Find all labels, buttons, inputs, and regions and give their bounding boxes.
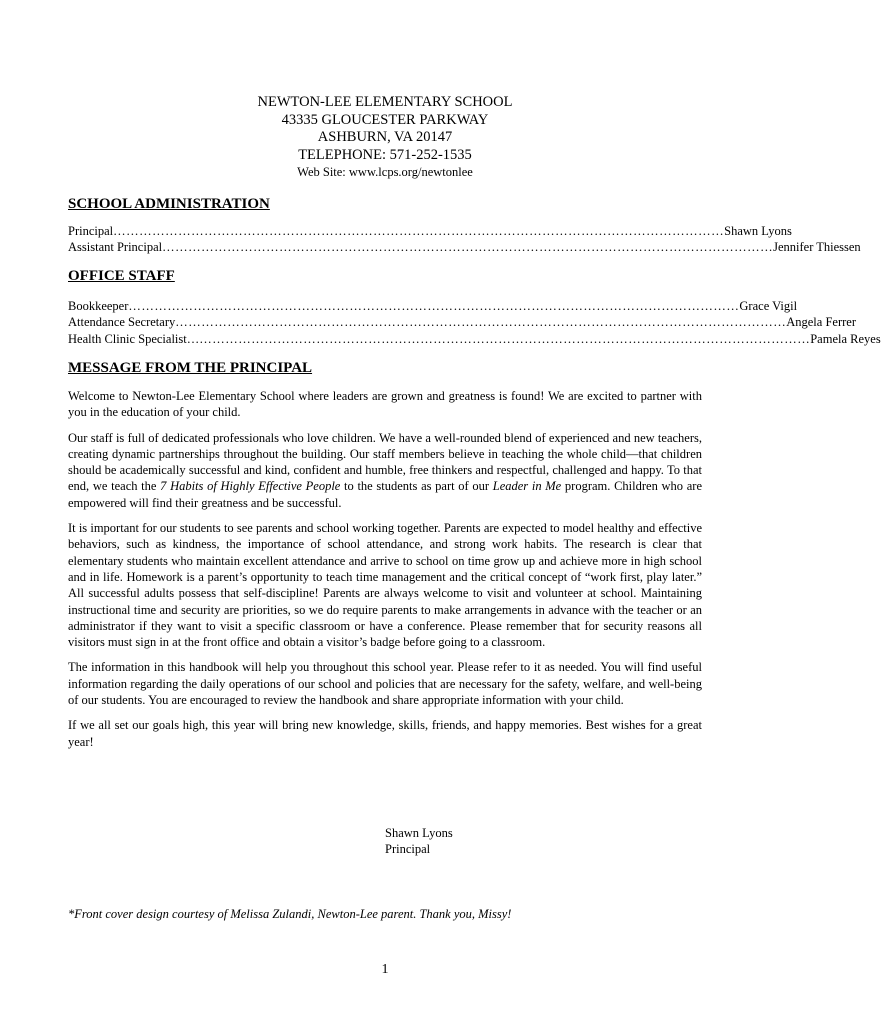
staff-role: Principal	[68, 224, 114, 238]
dot-leader: ……………………………………………………………………………………………………………………………	[199, 331, 811, 346]
staff-row	[68, 298, 798, 314]
message-paragraph	[68, 430, 702, 511]
message-text: program. Children who are empowered will find their greatness and be successful.	[68, 479, 702, 510]
staff-name: Pamela Reyes	[810, 331, 881, 346]
administration-list	[68, 223, 861, 256]
staff-role: Health Clinic Specialist…	[68, 331, 200, 346]
address-line-1: 43335 GLOUCESTER PARKWAY	[281, 111, 489, 128]
address-line-2: ASHBURN, VA 20147	[317, 129, 453, 145]
dot-leader: ……………………………………………………………………………………………………………………………	[175, 315, 787, 330]
dot-leader: ……………………………………………………………………………………………………………………………	[113, 224, 725, 238]
message-text: Our staff is full of dedicated professionals who love children. We have a well-rounded blend of experienced and new teachers, creating dynamic partnerships throughout the building. Our staff members believe in teaching the whole child—that children should be academically successful and kind, confident and humble, free thinkers and respectful, challenged and happy. To that end, we teach the	[68, 430, 702, 494]
message-text: to the students as part of our	[340, 479, 493, 494]
staff-name: Shawn Lyons	[724, 224, 792, 238]
staff-row	[68, 331, 881, 347]
office-staff-list	[68, 298, 881, 347]
footnote: *Front cover design courtesy of Melissa Zulandi, Newton-Lee parent. Thank you, Missy!	[68, 907, 512, 921]
staff-row	[68, 314, 856, 330]
message-paragraph: It is important for our students to see parents and school working together. Parents are expected to model healthy and effective behaviors, such as kindness, the importance of school attendance, and strong work habits. The research is clear that elementary students who maintain excellent attendance and arrive to school on time grow up and achieve more in high school and in life. Homework is a parent’s opportunity to teach time management and the critical concept of “work first, play later.” All successful adults possess that self-discipline! Parents are always welcome to visit and volunteer at school. Maintaining instructional time and security are priorities, so we do require parents to make arrangements in advance with the teacher or an administrator if they want to visit a specific classroom or have a conference. Please remember that for security reasons all visitors must sign in at the front office and obtain a visitor’s badge before going to a classroom.	[68, 521, 702, 650]
staff-role: Attendance Secretary	[68, 315, 176, 330]
habits-book-title: 7 Habits of Highly Effective People	[160, 479, 341, 494]
message-paragraph: Welcome to Newton-Lee Elementary School where leaders are grown and greatness is found! We are excited to partner with you in the education of your child.	[68, 389, 702, 420]
school-name: NEWTON-LEE ELEMENTARY SCHOOL	[257, 94, 513, 110]
signature-name: Shawn Lyons	[385, 826, 453, 840]
staff-name: Grace Vigil	[739, 299, 798, 313]
dot-leader: ……………………………………………………………………………………………………………………………	[128, 299, 740, 313]
signature-title: Principal	[385, 842, 431, 857]
signature-block	[385, 825, 453, 858]
principal-message-heading: MESSAGE FROM THE PRINCIPAL	[68, 360, 313, 376]
message-paragraph: The information in this handbook will help you throughout this school year. Please refer to it as needed. You will find useful information regarding the daily operations of our school and policies that are necessary for the safety, welfare, and well-being of our students. You are encouraged to review the handbook and share appropriate information with your child.	[68, 660, 702, 708]
page-number: 1	[381, 962, 389, 977]
staff-role: Assistant Principal	[68, 240, 163, 255]
message-paragraph: If we all set our goals high, this year will bring new knowledge, skills, friends, and happy memories. Best wishes for a great year!	[68, 718, 702, 749]
staff-row	[68, 223, 792, 239]
staff-name: Jennifer Thiessen	[773, 240, 861, 255]
principal-message-body	[68, 388, 702, 759]
staff-name: Angela Ferrer	[786, 315, 856, 330]
staff-row	[68, 239, 861, 255]
school-header	[0, 94, 770, 181]
dot-leader: ……………………………………………………………………………………………………………………………	[162, 240, 774, 255]
telephone: TELEPHONE: 571-252-1535	[298, 146, 472, 163]
program-name: Leader in Me	[492, 479, 562, 494]
website: Web Site: www.lcps.org/newtonlee	[297, 165, 473, 179]
staff-role: Bookkeeper	[68, 299, 129, 313]
office-staff-heading: OFFICE STAFF	[68, 268, 175, 284]
administration-heading: SCHOOL ADMINISTRATION	[68, 196, 270, 212]
